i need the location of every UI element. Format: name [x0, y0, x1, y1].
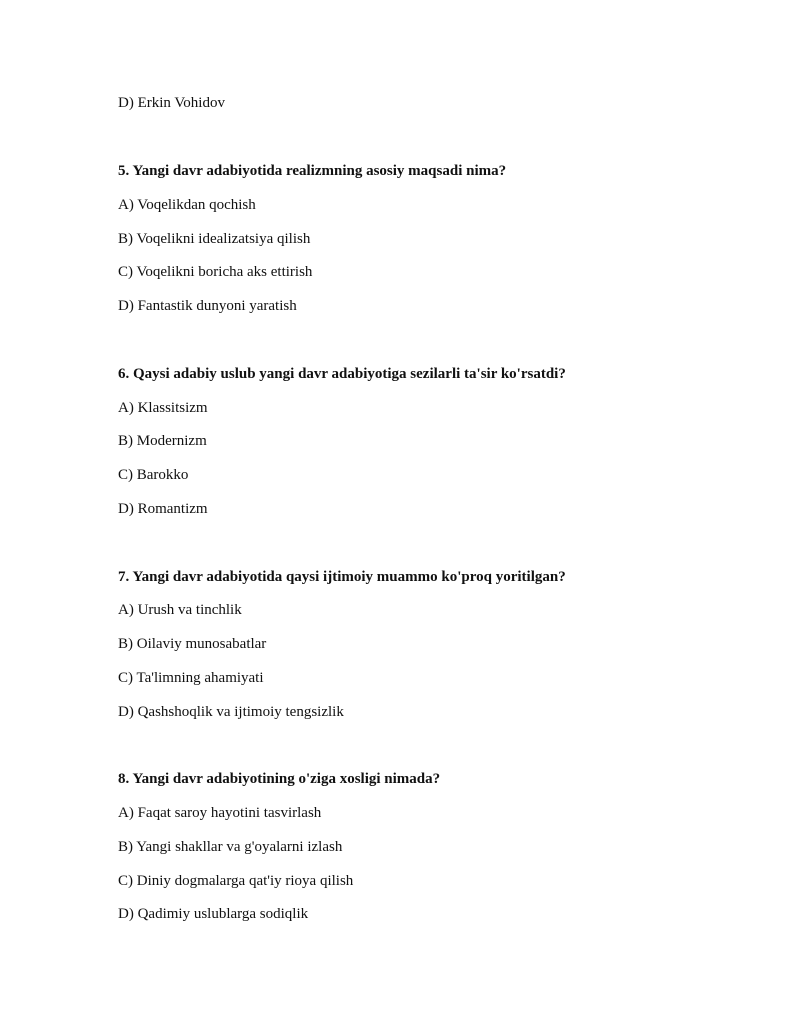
- question-8-option-d: D) Qadimiy uslublarga sodiqlik: [118, 906, 309, 922]
- question-5-option-d: D) Fantastik dunyoni yaratish: [118, 298, 297, 314]
- question-7-option-d: D) Qashshoqlik va ijtimoiy tengsizlik: [118, 704, 344, 720]
- question-8-option-c: C) Diniy dogmalarga qat'iy rioya qilish: [118, 873, 354, 889]
- question-5-option-b: B) Voqelikni idealizatsiya qilish: [118, 231, 311, 247]
- previous-question-option-d: D) Erkin Vohidov: [118, 95, 225, 111]
- question-6-option-c: C) Barokko: [118, 467, 189, 483]
- question-7-option-c: C) Ta'limning ahamiyati: [118, 670, 264, 686]
- question-7-title: 7. Yangi davr adabiyotida qaysi ijtimoiy muammo ko'proq yoritilgan?: [118, 569, 566, 585]
- question-6-option-a: A) Klassitsizm: [118, 400, 208, 416]
- question-6-title: 6. Qaysi adabiy uslub yangi davr adabiyotiga sezilarli ta'sir ko'rsatdi?: [118, 366, 566, 382]
- question-8-title: 8. Yangi davr adabiyotining o'ziga xosligi nimada?: [118, 771, 441, 787]
- question-5-option-a: A) Voqelikdan qochish: [118, 197, 256, 213]
- question-6-option-d: D) Romantizm: [118, 501, 208, 517]
- question-7-option-a: A) Urush va tinchlik: [118, 602, 242, 618]
- question-6-option-b: B) Modernizm: [118, 433, 207, 449]
- question-5-option-c: C) Voqelikni boricha aks ettirish: [118, 264, 313, 280]
- question-8-option-a: A) Faqat saroy hayotini tasvirlash: [118, 805, 322, 821]
- question-7-option-b: B) Oilaviy munosabatlar: [118, 636, 267, 652]
- question-8-option-b: B) Yangi shakllar va g'oyalarni izlash: [118, 839, 343, 855]
- question-5-title: 5. Yangi davr adabiyotida realizmning asosiy maqsadi nima?: [118, 163, 507, 179]
